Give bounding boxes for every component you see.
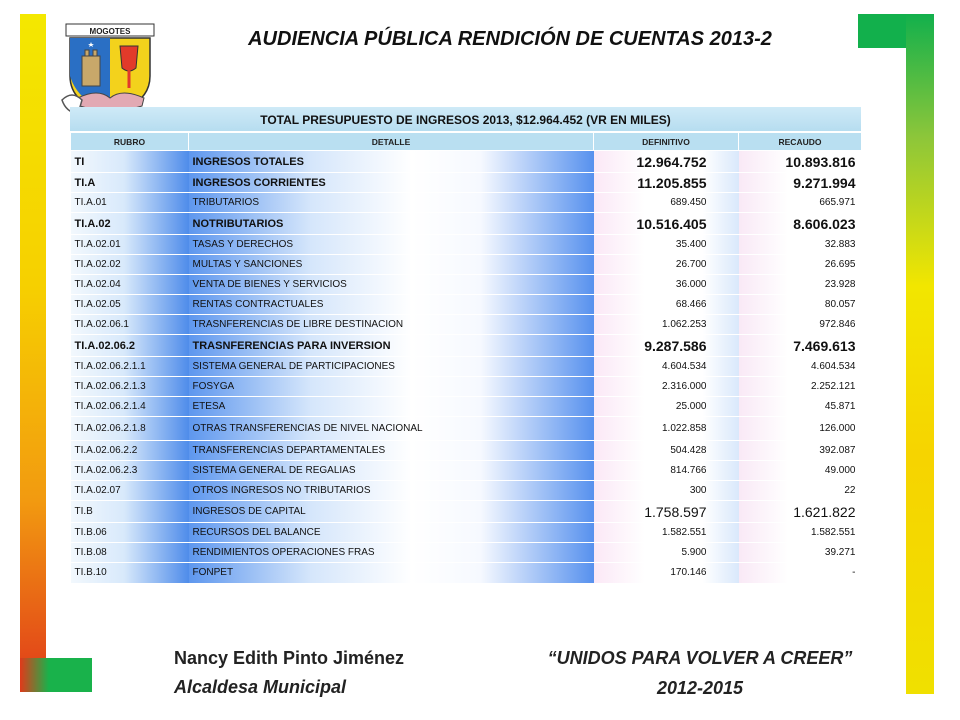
cell-recaudo: 7.469.613 [739,335,862,357]
right-decorative-bar [906,14,934,694]
cell-rubro: TI.B.06 [71,523,189,543]
cell-recaudo: 1.621.822 [739,501,862,523]
budget-table [70,107,861,583]
cell-definitivo: 26.700 [594,255,739,275]
column-header-definitivo: DEFINITIVO [594,133,739,151]
cell-recaudo: 80.057 [739,295,862,315]
cell-rubro: TI.A.02.02 [71,255,189,275]
table-row [71,441,862,461]
table-row [71,397,862,417]
cell-detalle: OTROS INGRESOS NO TRIBUTARIOS [189,481,594,501]
term-years: 2012-2015 [656,678,744,698]
table-row [71,315,862,335]
cell-rubro: TI.A.02 [71,213,189,235]
cell-recaudo: 665.971 [739,193,862,213]
income-table [70,132,862,583]
cell-detalle: RENDIMIENTOS OPERACIONES FRAS [189,543,594,563]
cell-recaudo: 45.871 [739,397,862,417]
table-row [71,275,862,295]
cell-definitivo: 4.604.534 [594,357,739,377]
cell-definitivo: 1.062.253 [594,315,739,335]
svg-text:MOGOTES: MOGOTES [89,27,131,36]
cell-recaudo: 39.271 [739,543,862,563]
cell-recaudo: 26.695 [739,255,862,275]
column-header-detalle: DETALLE [189,133,594,151]
cell-detalle: FONPET [189,563,594,583]
cell-rubro: TI.A.02.06.2.1.8 [71,417,189,441]
cell-recaudo: 22 [739,481,862,501]
cell-recaudo: 392.087 [739,441,862,461]
cell-detalle: FOSYGA [189,377,594,397]
table-row [71,335,862,357]
cell-detalle: VENTA DE BIENES Y SERVICIOS [189,275,594,295]
cell-detalle: INGRESOS DE CAPITAL [189,501,594,523]
cell-definitivo: 68.466 [594,295,739,315]
cell-definitivo: 1.758.597 [594,501,739,523]
cell-detalle: TRASNFERENCIAS PARA INVERSION [189,335,594,357]
mayor-role: Alcaldesa Municipal [174,677,347,697]
cell-recaudo: 49.000 [739,461,862,481]
cell-recaudo: 2.252.121 [739,377,862,397]
cell-rubro: TI.A.02.07 [71,481,189,501]
cell-definitivo: 300 [594,481,739,501]
cell-rubro: TI.A.02.06.2.1.3 [71,377,189,397]
left-decorative-bar [20,14,46,690]
cell-rubro: TI.B.10 [71,563,189,583]
table-row [71,481,862,501]
cell-rubro: TI.A.02.06.2.2 [71,441,189,461]
cell-recaudo: 10.893.816 [739,151,862,173]
cell-recaudo: 126.000 [739,417,862,441]
cell-rubro: TI.B [71,501,189,523]
cell-detalle: MULTAS Y SANCIONES [189,255,594,275]
table-row [71,295,862,315]
cell-definitivo: 12.964.752 [594,151,739,173]
slogan: “UNIDOS PARA VOLVER A CREER” [547,648,853,668]
cell-recaudo: - [739,563,862,583]
cell-rubro: TI.A [71,173,189,193]
table-row [71,213,862,235]
table-header-row [71,133,862,151]
cell-detalle: INGRESOS TOTALES [189,151,594,173]
cell-definitivo: 11.205.855 [594,173,739,193]
cell-recaudo: 32.883 [739,235,862,255]
cell-detalle: OTRAS TRANSFERENCIAS DE NIVEL NACIONAL [189,417,594,441]
cell-definitivo: 25.000 [594,397,739,417]
table-row [71,255,862,275]
cell-definitivo: 2.316.000 [594,377,739,397]
table-row [71,543,862,563]
cell-recaudo: 4.604.534 [739,357,862,377]
cell-detalle: RENTAS CONTRACTUALES [189,295,594,315]
cell-detalle: SISTEMA GENERAL DE PARTICIPACIONES [189,357,594,377]
cell-definitivo: 5.900 [594,543,739,563]
cell-recaudo: 1.582.551 [739,523,862,543]
cell-rubro: TI.A.02.06.2.3 [71,461,189,481]
table-title: TOTAL PRESUPUESTO DE INGRESOS 2013, $12.964.452 (VR EN MILES) [70,107,861,132]
cell-rubro: TI.A.02.06.2.1.1 [71,357,189,377]
cell-rubro: TI.B.08 [71,543,189,563]
municipal-crest-icon [58,16,162,120]
table-row [71,357,862,377]
cell-rubro: TI.A.01 [71,193,189,213]
mayor-name: Nancy Edith Pinto Jiménez [174,648,405,668]
cell-detalle: TASAS Y DERECHOS [189,235,594,255]
cell-definitivo: 36.000 [594,275,739,295]
cell-recaudo: 972.846 [739,315,862,335]
cell-rubro: TI.A.02.01 [71,235,189,255]
table-row [71,377,862,397]
cell-rubro: TI.A.02.04 [71,275,189,295]
cell-recaudo: 23.928 [739,275,862,295]
cell-rubro: TI.A.02.06.2 [71,335,189,357]
cell-detalle: TRIBUTARIOS [189,193,594,213]
cell-detalle: NOTRIBUTARIOS [189,213,594,235]
cell-detalle: RECURSOS DEL BALANCE [189,523,594,543]
table-row [71,501,862,523]
column-header-rubro: RUBRO [71,133,189,151]
cell-rubro: TI.A.02.05 [71,295,189,315]
table-row [71,151,862,173]
cell-definitivo: 814.766 [594,461,739,481]
cell-rubro: TI [71,151,189,173]
cell-definitivo: 1.022.858 [594,417,739,441]
cell-detalle: TRASNFERENCIAS DE LIBRE DESTINACION [189,315,594,335]
table-row [71,173,862,193]
cell-detalle: ETESA [189,397,594,417]
table-row [71,563,862,583]
cell-rubro: TI.A.02.06.1 [71,315,189,335]
table-body [71,151,862,583]
cell-recaudo: 8.606.023 [739,213,862,235]
cell-rubro: TI.A.02.06.2.1.4 [71,397,189,417]
cell-definitivo: 504.428 [594,441,739,461]
cell-detalle: INGRESOS CORRIENTES [189,173,594,193]
cell-detalle: SISTEMA GENERAL DE REGALIAS [189,461,594,481]
cell-detalle: TRANSFERENCIAS DEPARTAMENTALES [189,441,594,461]
table-row [71,461,862,481]
left-bottom-decorative-bar [20,658,92,692]
table-row [71,235,862,255]
table-row [71,193,862,213]
cell-definitivo: 10.516.405 [594,213,739,235]
column-header-recaudo: RECAUDO [739,133,862,151]
cell-definitivo: 170.146 [594,563,739,583]
table-row [71,417,862,441]
cell-definitivo: 1.582.551 [594,523,739,543]
cell-definitivo: 689.450 [594,193,739,213]
cell-definitivo: 9.287.586 [594,335,739,357]
cell-recaudo: 9.271.994 [739,173,862,193]
page-title: AUDIENCIA PÚBLICA RENDICIÓN DE CUENTAS 2013-2 [248,28,772,50]
cell-definitivo: 35.400 [594,235,739,255]
table-row [71,523,862,543]
